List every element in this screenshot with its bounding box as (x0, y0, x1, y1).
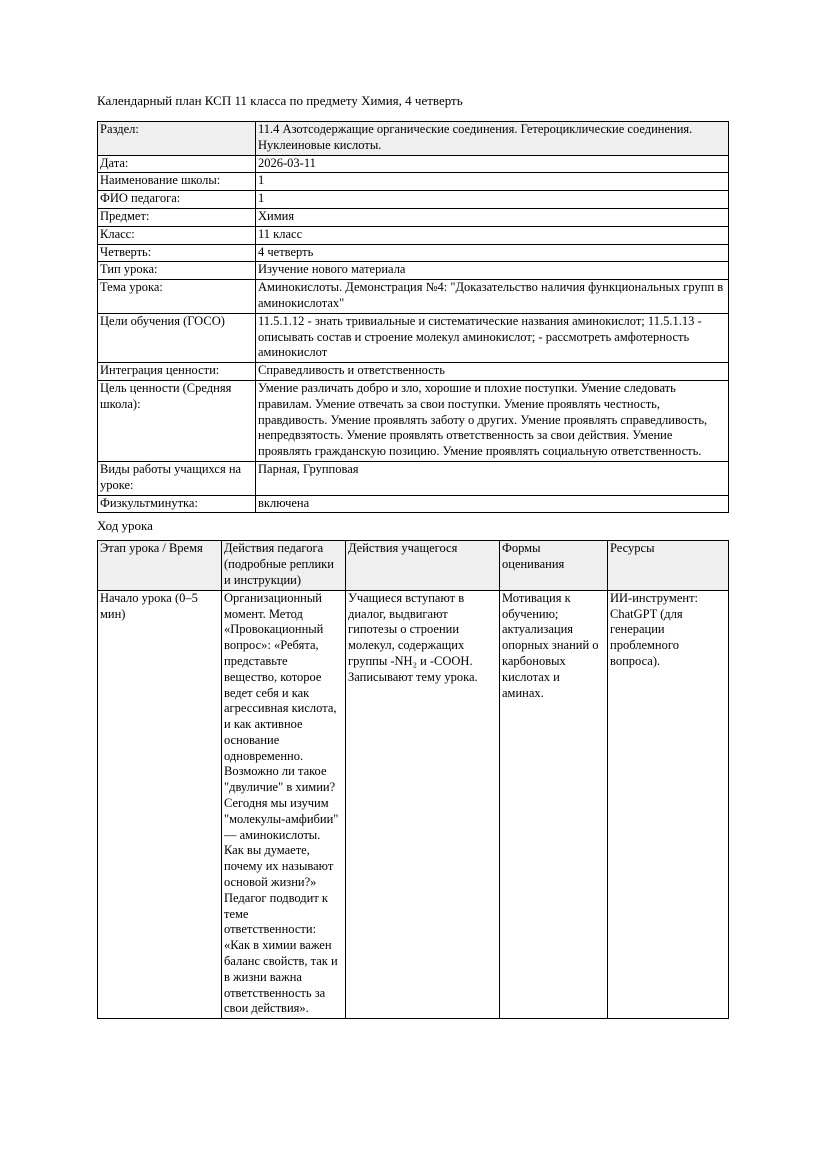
info-label: Тема урока: (98, 280, 256, 314)
info-row-lesson-topic (98, 280, 729, 314)
lesson-flow-section-title: Ход урока (97, 518, 153, 534)
info-row-school (98, 173, 729, 191)
info-row-lesson-type (98, 262, 729, 280)
info-label: Раздел: (98, 122, 256, 156)
info-row-data (98, 155, 729, 173)
info-row-phys-minute (98, 495, 729, 513)
column-header-student-actions: Действия учащегося (346, 541, 500, 590)
info-row-quarter (98, 244, 729, 262)
info-row-values-goal (98, 380, 729, 461)
lesson-flow-table (97, 540, 729, 1019)
info-label: Предмет: (98, 208, 256, 226)
info-value: 1 (256, 173, 729, 191)
info-row-class (98, 226, 729, 244)
column-header-resources: Ресурсы (608, 541, 729, 590)
info-value: 11.4 Азотсодержащие органические соединения. Гетероциклические соединения. Нуклеиновые кислоты. (256, 122, 729, 156)
info-row-goso-goals (98, 313, 729, 362)
info-label: Интеграция ценности: (98, 363, 256, 381)
info-label: Четверть: (98, 244, 256, 262)
info-row-teacher-name (98, 191, 729, 209)
info-label: Цель ценности (Средняя школа): (98, 380, 256, 461)
column-header-stage: Этап урока / Время (98, 541, 222, 590)
info-value: 2026-03-11 (256, 155, 729, 173)
column-header-assessment: Формы оценивания (500, 541, 608, 590)
column-header-teacher-actions: Действия педагога (подробные реплики и инструкции) (222, 541, 346, 590)
info-row-subject (98, 208, 729, 226)
lesson-info-table (97, 121, 729, 513)
assessment-cell: Мотивация к обучению; актуализация опорных знаний о карбоновых кислотах и аминах. (500, 590, 608, 1019)
teacher-actions-cell: Организационный момент. Метод «Провокационный вопрос»: «Ребята, представьте вещество, которое ведет себя и как агрессивная кислота, и как активное основание одновременно. Возможно ли такое "двуличие" в химии? Сегодня мы изучим "молекулы-амфибии" — аминокислоты. Как вы думаете, почему их называют основой жизни?» Педагог подводит к теме ответственности: «Как в химии важен баланс свойств, так и в жизни важна ответственность за свои действия». (222, 590, 346, 1019)
info-label: Наименование школы: (98, 173, 256, 191)
info-label: Физкультминутка: (98, 495, 256, 513)
info-value: Химия (256, 208, 729, 226)
info-label: Класс: (98, 226, 256, 244)
info-value: 1 (256, 191, 729, 209)
info-label: ФИО педагога: (98, 191, 256, 209)
lesson-stage-row (98, 590, 729, 1019)
info-value: 11 класс (256, 226, 729, 244)
lesson-table-header-row (98, 541, 729, 590)
info-value: Изучение нового материала (256, 262, 729, 280)
stage-cell: Начало урока (0–5 мин) (98, 590, 222, 1019)
info-label: Тип урока: (98, 262, 256, 280)
info-value: Парная, Групповая (256, 461, 729, 495)
info-label: Дата: (98, 155, 256, 173)
info-row-razdel (98, 122, 729, 156)
info-value: 11.5.1.12 - знать тривиальные и систематические названия аминокислот; 11.5.1.13 - описывать состав и строение молекул аминокислот; - рассмотреть амфотерность аминокислот (256, 313, 729, 362)
info-value: Справедливость и ответственность (256, 363, 729, 381)
student-actions-cell: Учащиеся вступают в диалог, выдвигают гипотезы о строении молекул, содержащих группы -NH₂ и -COOH. Записывают тему урока. (346, 590, 500, 1019)
info-value: включена (256, 495, 729, 513)
info-value: Аминокислоты. Демонстрация №4: "Доказательство наличия функциональных групп в аминокислотах" (256, 280, 729, 314)
resources-cell: ИИ-инструмент: ChatGPT (для генерации проблемного вопроса). (608, 590, 729, 1019)
info-row-values-integration (98, 363, 729, 381)
info-value: 4 четверть (256, 244, 729, 262)
info-label: Цели обучения (ГОСО) (98, 313, 256, 362)
info-row-work-types (98, 461, 729, 495)
info-label: Виды работы учащихся на уроке: (98, 461, 256, 495)
info-value: Умение различать добро и зло, хорошие и плохие поступки. Умение следовать правилам. Умение отвечать за свои поступки. Умение проявлять честность, правдивость. Умение проявлять заботу о других. Умение проявлять справедливость, непредвзятость. Умение проявлять ответственность за свои действия. Умение проявлять гражданскую позицию. Умение проявлять социальную ответственность. (256, 380, 729, 461)
document-title: Календарный план КСП 11 класса по предмету Химия, 4 четверть (97, 93, 463, 108)
